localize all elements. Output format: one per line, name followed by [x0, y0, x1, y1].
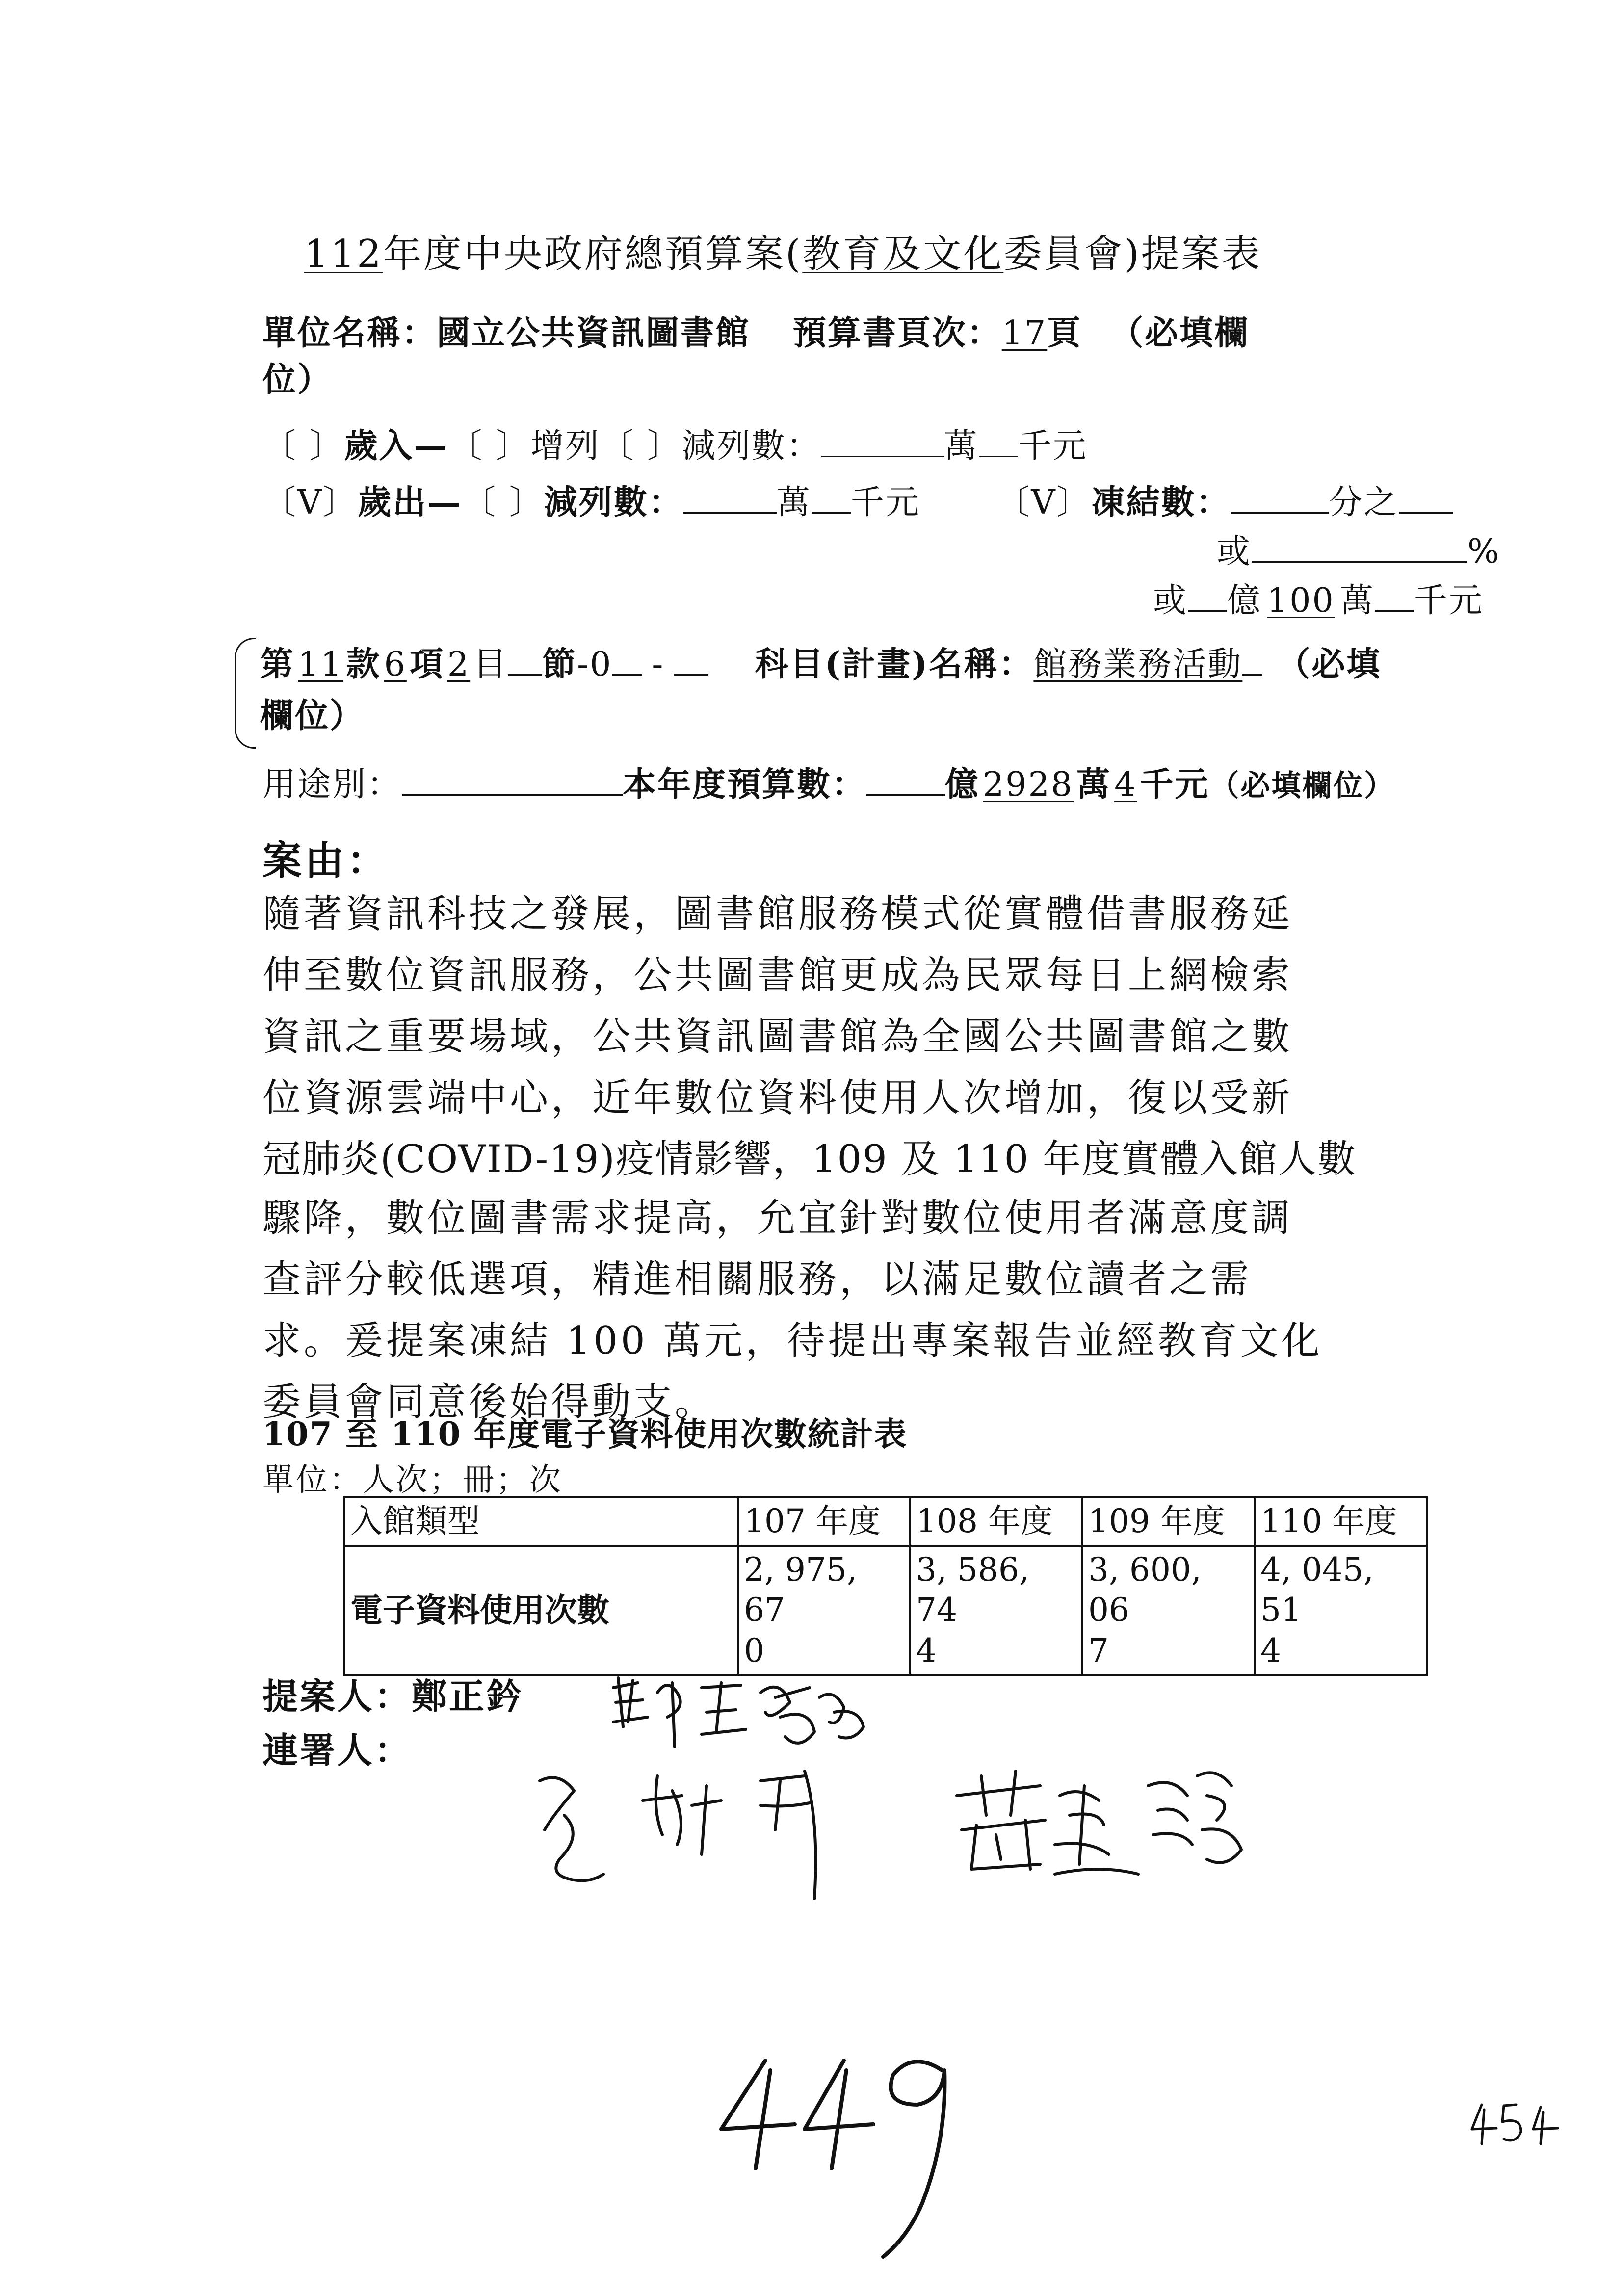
reason-line: 求。爰提案凍結 100 萬元，待提出專案報告並經教育文化 [262, 1319, 1323, 1363]
header-cell: 108 年度 [910, 1497, 1082, 1546]
table-title: 107 至 110 年度電子資料使用次數統計表 [262, 1415, 908, 1453]
handwritten-page-number [711, 2041, 967, 2267]
cosigner-signature [530, 1761, 873, 1908]
header-cell: 109 年度 [1082, 1497, 1255, 1546]
value-cell: 3, 600, 06 7 [1082, 1546, 1255, 1675]
document-title: 112年度中央政府總預算案(教育及文化委員會)提案表 [304, 232, 1262, 276]
title-year: 112 [304, 232, 383, 276]
required-note: 位） [262, 360, 333, 399]
reason-line: 查評分較低選項，精進相關服務，以滿足數位讀者之需 [262, 1257, 1252, 1302]
value-cell: 2, 975, 67 0 [738, 1546, 910, 1675]
reason-line: 委員會同意後始得動支。 [262, 1380, 716, 1424]
cosigner-signature [942, 1756, 1285, 1904]
revenue-checkbox: 〔 〕 [262, 427, 344, 466]
item-required-note: 欄位） [260, 696, 365, 735]
table-header-row [344, 1497, 1427, 1546]
bracket-mark [235, 638, 256, 749]
corner-page-number [1467, 2100, 1565, 2149]
expense-line: 〔V〕歲出—〔 〕減列數： 萬 千元 〔V〕凍結數： 分之 [262, 476, 1453, 523]
cosigner-label: 連署人： [262, 1729, 412, 1771]
header-cell: 110 年度 [1255, 1497, 1427, 1546]
reason-line: 資訊之重要場域，公共資訊圖書館為全國公共圖書館之數 [262, 1015, 1293, 1059]
value-cell: 3, 586, 74 4 [910, 1546, 1082, 1675]
revenue-line: 〔 〕歲入—〔 〕增列〔 〕減列數： 萬 千元 [262, 426, 1088, 466]
proposer-line: 提案人：鄭正鈐 [262, 1675, 524, 1717]
reason-line: 冠肺炎(COVID-19)疫情影響，109 及 110 年度實體入館人數 [262, 1137, 1357, 1181]
proposer-name: 鄭正鈐 [412, 1675, 524, 1717]
or-amount-line: 或 億 100 萬 千元 [1153, 581, 1484, 620]
reason-line: 驟降，數位圖書需求提高，允宜針對數位使用者滿意度調 [262, 1196, 1293, 1240]
reason-line: 隨著資訊科技之發展，圖書館服務模式從實體借書服務延 [262, 892, 1293, 936]
usage-line: 用途別： 本年度預算數： 億2928萬4千元（必填欄位） [262, 765, 1395, 804]
header-cell: 107 年度 [738, 1497, 910, 1546]
budget-page-number: 17 [1001, 314, 1048, 353]
reason-line: 伸至數位資訊服務，公共圖書館更成為民眾每日上網檢索 [262, 953, 1293, 997]
freeze-amount: 100 [1267, 581, 1335, 620]
table-row [344, 1546, 1427, 1675]
reason-line: 位資源雲端中心，近年數位資料使用人次增加，復以受新 [262, 1076, 1293, 1120]
item-line: 第11款6項2目 節-0 - 科目(計畫)名稱：館務業務活動 （必填 [260, 645, 1382, 684]
budget-wan: 2928 [983, 765, 1074, 804]
unit-name: 單位名稱：國立公共資訊圖書館 [262, 313, 751, 353]
subject-name: 館務業務活動 [1033, 645, 1243, 684]
usage-stats-table [343, 1496, 1428, 1676]
expense-checkbox: 〔V〕 [262, 483, 358, 522]
row-label: 電子資料使用次數 [344, 1546, 738, 1675]
unit-line: 單位名稱：國立公共資訊圖書館 預算書頁次：17頁 （必填欄 [262, 313, 1249, 353]
table-unit: 單位：人次；冊；次 [262, 1462, 563, 1498]
or-percent-line: 或 % [1217, 532, 1501, 571]
reason-heading: 案由： [262, 837, 389, 884]
value-cell: 4, 045, 51 4 [1255, 1546, 1427, 1675]
proposer-signature [603, 1668, 898, 1766]
header-cell: 入館類型 [344, 1497, 738, 1546]
freeze-checkbox: 〔V〕 [996, 483, 1092, 522]
